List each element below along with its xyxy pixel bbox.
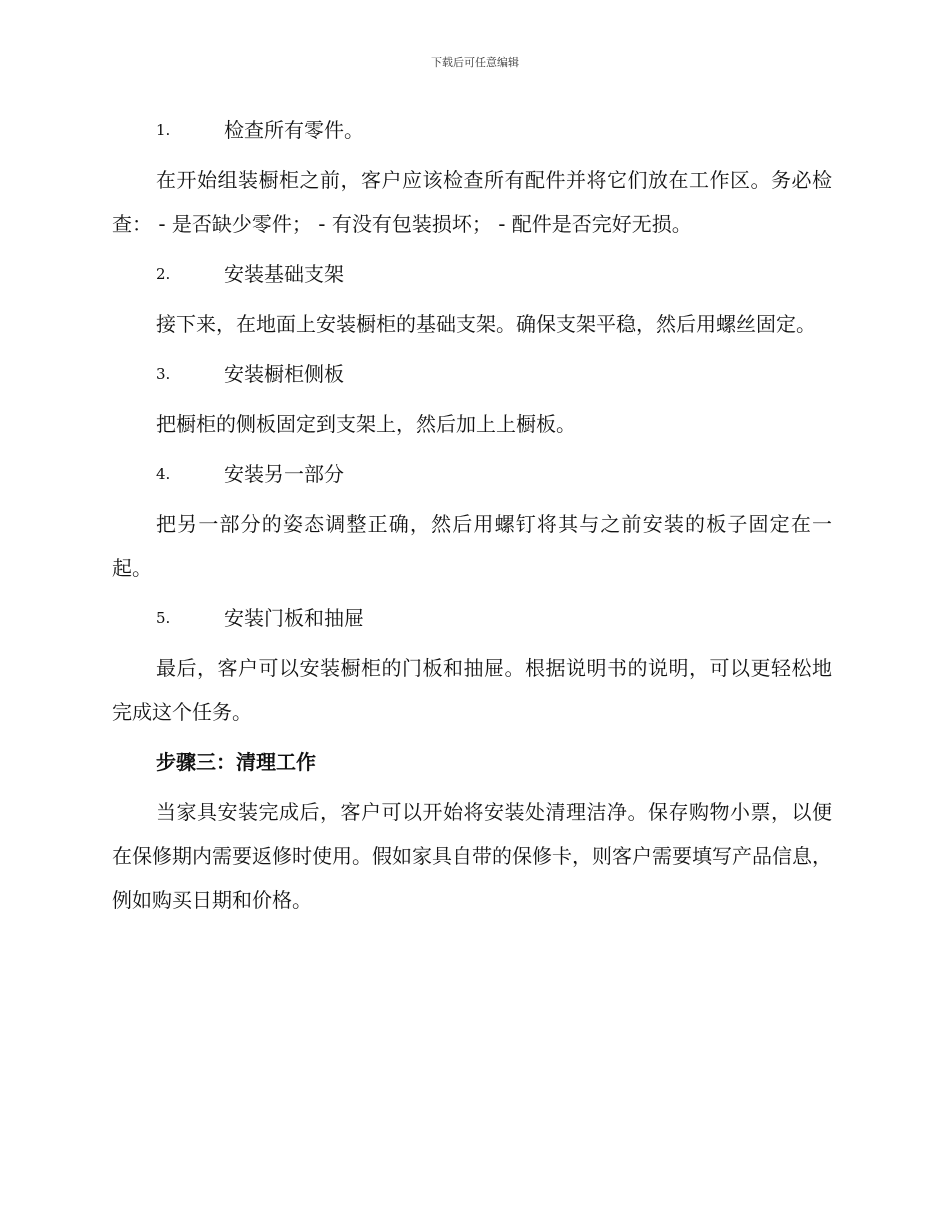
step-number: 2. [156,265,171,283]
document-body [112,115,832,935]
step-title: 安装另一部分 [224,462,344,486]
step-paragraph-2: 接下来，在地面上安装橱柜的基础支架。确保支架平稳，然后用螺丝固定。 [156,312,816,336]
step-heading-2 [112,259,832,289]
step-heading-3 [112,359,832,389]
header-note: 下载后可任意编辑 [431,56,519,69]
step-number: 4. [156,465,171,483]
step-title: 安装橱柜侧板 [224,362,344,386]
step-number: 3. [156,365,171,383]
step-paragraph-5: 最后，客户可以安装橱柜的门板和抽屉。根据说明书的说明，可以更轻松地完成这个任务。 [112,656,832,724]
step-title: 安装门板和抽屉 [224,606,364,630]
step-title: 安装基础支架 [224,262,344,286]
step-number: 5. [156,609,171,627]
step-paragraph-1: 在开始组装橱柜之前，客户应该检查所有配件并将它们放在工作区。务必检查： - 是否缺少零件； - 有没有包装损坏； - 配件是否完好无损。 [112,168,832,236]
step-heading-1 [112,115,832,145]
section-paragraph: 当家具安装完成后，客户可以开始将安装处清理洁净。保存购物小票，以便在保修期内需要返修时使用。假如家具自带的保修卡，则客户需要填写产品信息，例如购买日期和价格。 [112,800,832,912]
step-title: 检查所有零件。 [224,118,364,142]
step-number: 1. [156,121,171,139]
step-paragraph-3: 把橱柜的侧板固定到支架上，然后加上上橱板。 [156,412,576,436]
step-paragraph-4: 把另一部分的姿态调整正确，然后用螺钉将其与之前安装的板子固定在一起。 [112,512,832,580]
step-heading-5 [112,603,832,633]
step-heading-4 [112,459,832,489]
section-heading: 步骤三：清理工作 [156,750,316,774]
